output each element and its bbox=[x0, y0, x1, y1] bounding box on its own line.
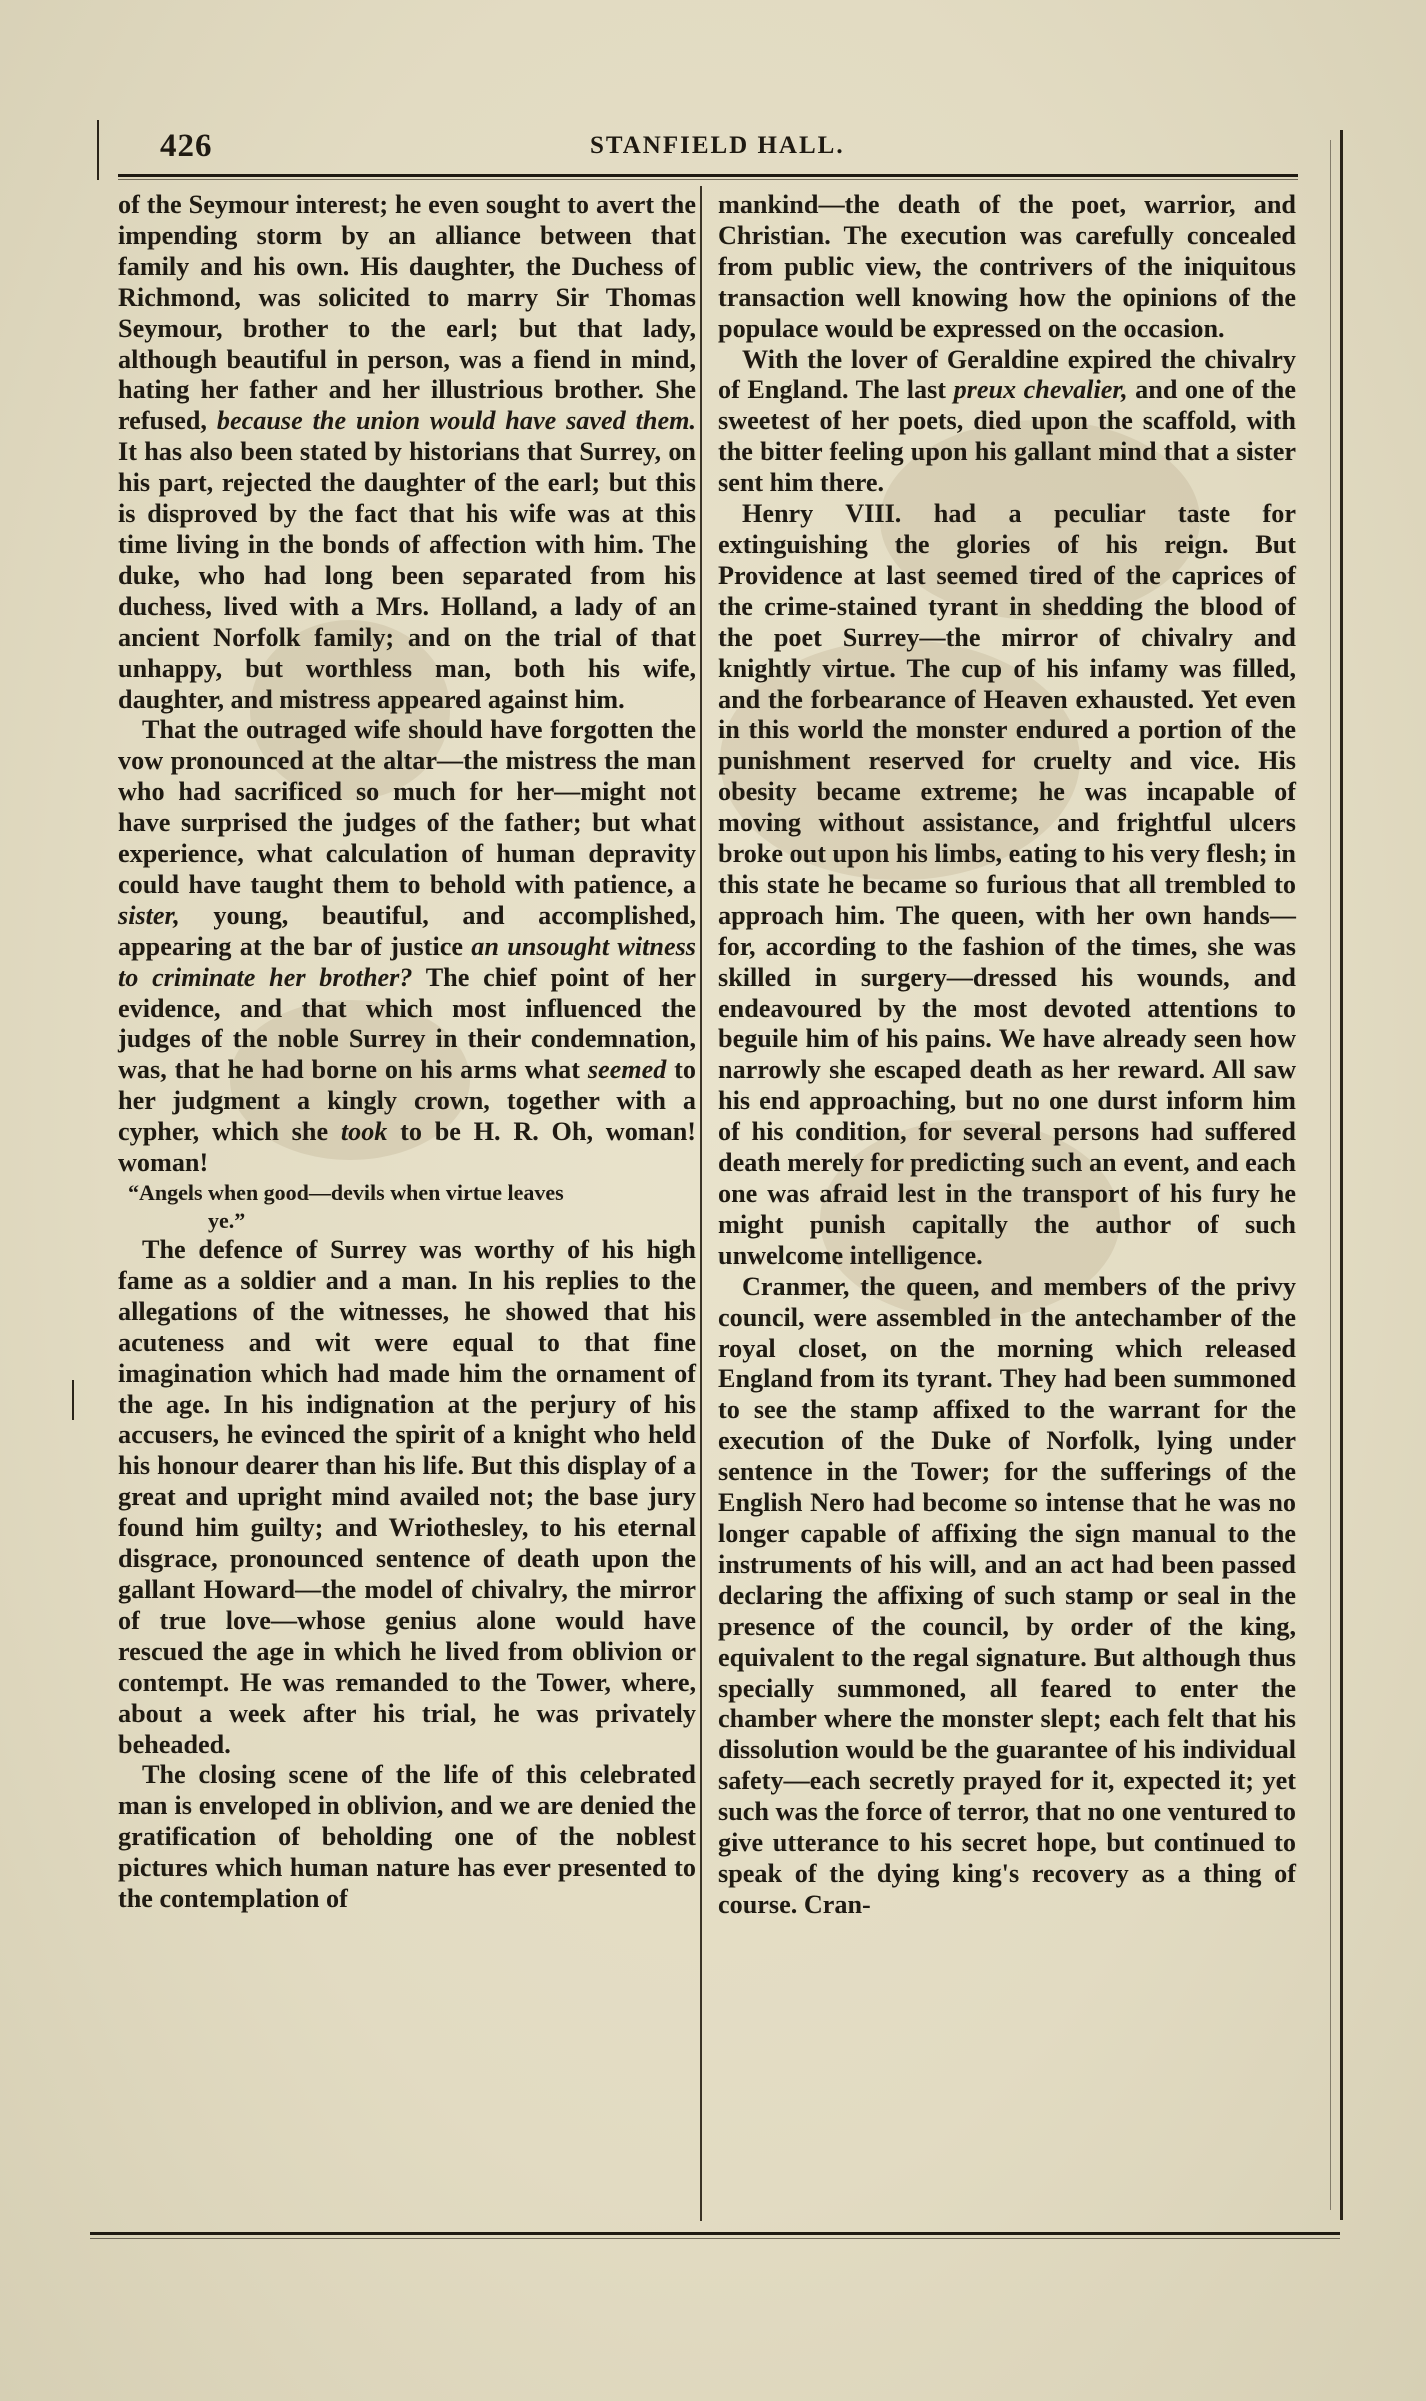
left-column bbox=[118, 190, 696, 1915]
page-number: 426 bbox=[160, 128, 213, 164]
left-edge-mark bbox=[97, 120, 99, 180]
paragraph: Henry VIII. had a peculiar taste for extinguishing the glories of his reign. But Providence at last seemed tired of the caprices of the crime-stained tyrant in shedding the blood of the poet Surrey—the mirror of chivalry and knightly virtue. The cup of his infamy was filled, and the forbearance of Heaven exhausted. Yet even in this world the monster endured a portion of the punishment reserved for cruelty and vice. His obesity became extreme; he was incapable of moving without assistance, and frightful ulcers broke out upon his limbs, eating to his very flesh; in this state he became so furious that all trembled to approach him. The queen, with her own hands—for, according to the fashion of the times, she was skilled in surgery—dressed his wounds, and endeavoured by the most devoted attentions to beguile him of his pains. We have already seen how narrowly she escaped death as her reward. All saw his end approaching, but no one durst inform him of his condition, for several persons had suffered death merely for predicting such an event, and each one was afraid lest in the transport of his fury he might punish capitally the author of such unwelcome intelligence. bbox=[718, 499, 1296, 1270]
italic-emphasis: seemed bbox=[587, 1055, 667, 1085]
left-edge-mark-lower bbox=[72, 1380, 74, 1420]
header-rule-thin bbox=[118, 179, 1298, 180]
italic-emphasis: because the union would have saved them. bbox=[216, 406, 697, 436]
running-head: STANFIELD HALL. bbox=[590, 132, 845, 159]
paragraph: With the lover of Geraldine expired the chivalry of England. The last preux chevalier, and one of the sweetest of her poets, died upon the scaffold, with the bitter feeling upon his gallant mind that a sister sent him there. bbox=[718, 344, 1296, 498]
paragraph: The defence of Surrey was worthy of his high fame as a soldier and a man. In his replies to the allegations of the witnesses, he showed that his acuteness and wit were equal to that fine imagination which had made him the ornament of the age. In his indignation at the perjury of his accusers, he evinced the spirit of a knight who held his honour dearer than his life. But this display of a great and upright mind availed not; the base jury found him guilty; and Wriothesley, to his eternal disgrace, pronounced sentence of death upon the gallant Howard—the model of chivalry, the mirror of true love—whose genius alone would have rescued the age in which he lived from oblivion or contempt. He was remanded to the Tower, where, about a week after his trial, he was privately beheaded. bbox=[118, 1235, 696, 1759]
quote-line: “Angels when good—devils when virtue leaves bbox=[128, 1180, 564, 1205]
italic-emphasis: took bbox=[340, 1117, 388, 1147]
paragraph: The closing scene of the life of this celebrated man is enveloped in oblivion, and we are denied the gratification of beholding one of the noblest pictures which human nature has ever presented to the contemplation of bbox=[118, 1760, 696, 1914]
footer-rule-thin bbox=[90, 2238, 1340, 2239]
footer-rule bbox=[90, 2232, 1340, 2235]
italic-emphasis: preux chevalier, bbox=[953, 375, 1128, 405]
page-header bbox=[160, 128, 1300, 168]
paragraph: Cranmer, the queen, and members of the privy council, were assembled in the antechamber of the royal closet, on the morning which released England from its tyrant. They had been summoned to see the stamp affixed to the warrant for the execution of the Duke of Norfolk, lying under sentence in the Tower; for the sufferings of the English Nero had become so intense that he was no longer capable of affixing the sign manual to the instruments of his will, and an act had been passed declaring the affixing of such stamp or seal in the presence of the council, by order of the king, equivalent to the regal signature. But although thus specially summoned, all feared to enter the chamber where the monster slept; each felt that his dissolution would be the guarantee of his individual safety—each secretly prayed for it, expected it; yet such was the force of terror, that no one ventured to give utterance to his secret hope, but continued to speak of the dying king's recovery as a thing of course. Cran- bbox=[718, 1271, 1296, 1919]
paragraph: mankind—the death of the poet, warrior, and Christian. The execution was carefully concealed from public view, the contrivers of the iniquitous transaction well knowing how the opinions of the populace would be expressed on the occasion. bbox=[718, 190, 1296, 343]
right-column bbox=[718, 190, 1296, 1921]
paragraph: That the outraged wife should have forgotten the vow pronounced at the altar—the mistress the man who had sacrificed so much for her—might not have surprised the judges of the father; but what experience, what calculation of human depravity could have taught them to behold with patience, a sister, young, beautiful, and accomplished, appearing at the bar of justice an unsought witness to criminate her brother? The chief point of her evidence, and that which most influenced the judges of the noble Surrey in their condemnation, was, that he had borne on his arms what seemed to her judgment a kingly crown, together with a cypher, which she took to be H. R. Oh, woman! woman! bbox=[118, 715, 696, 1178]
verse-quote bbox=[118, 1179, 696, 1235]
right-edge-mark bbox=[1340, 130, 1343, 2220]
column-divider bbox=[700, 186, 702, 2221]
italic-emphasis: sister, bbox=[118, 900, 180, 930]
header-rule bbox=[118, 174, 1298, 177]
quote-line: ye.” bbox=[208, 1208, 246, 1233]
italic-emphasis: an unsought witness to criminate her brother? bbox=[118, 931, 696, 992]
right-edge-mark-inner bbox=[1330, 140, 1331, 2210]
paragraph: of the Seymour interest; he even sought to avert the impending storm by an alliance between that family and his own. His daughter, the Duchess of Richmond, was solicited to marry Sir Thomas Seymour, brother to the earl; but that lady, although beautiful in person, was a fiend in mind, hating her father and her illustrious brother. She refused, because the union would have saved them. It has also been stated by historians that Surrey, on his part, rejected the daughter of the earl; but this is disproved by the fact that his wife was at this time living in the bonds of affection with him. The duke, who had long been separated from his duchess, lived with a Mrs. Holland, a lady of an ancient Norfolk family; and on the trial of that unhappy, but worthless man, both his wife, daughter, and mistress appeared against him. bbox=[118, 190, 697, 714]
